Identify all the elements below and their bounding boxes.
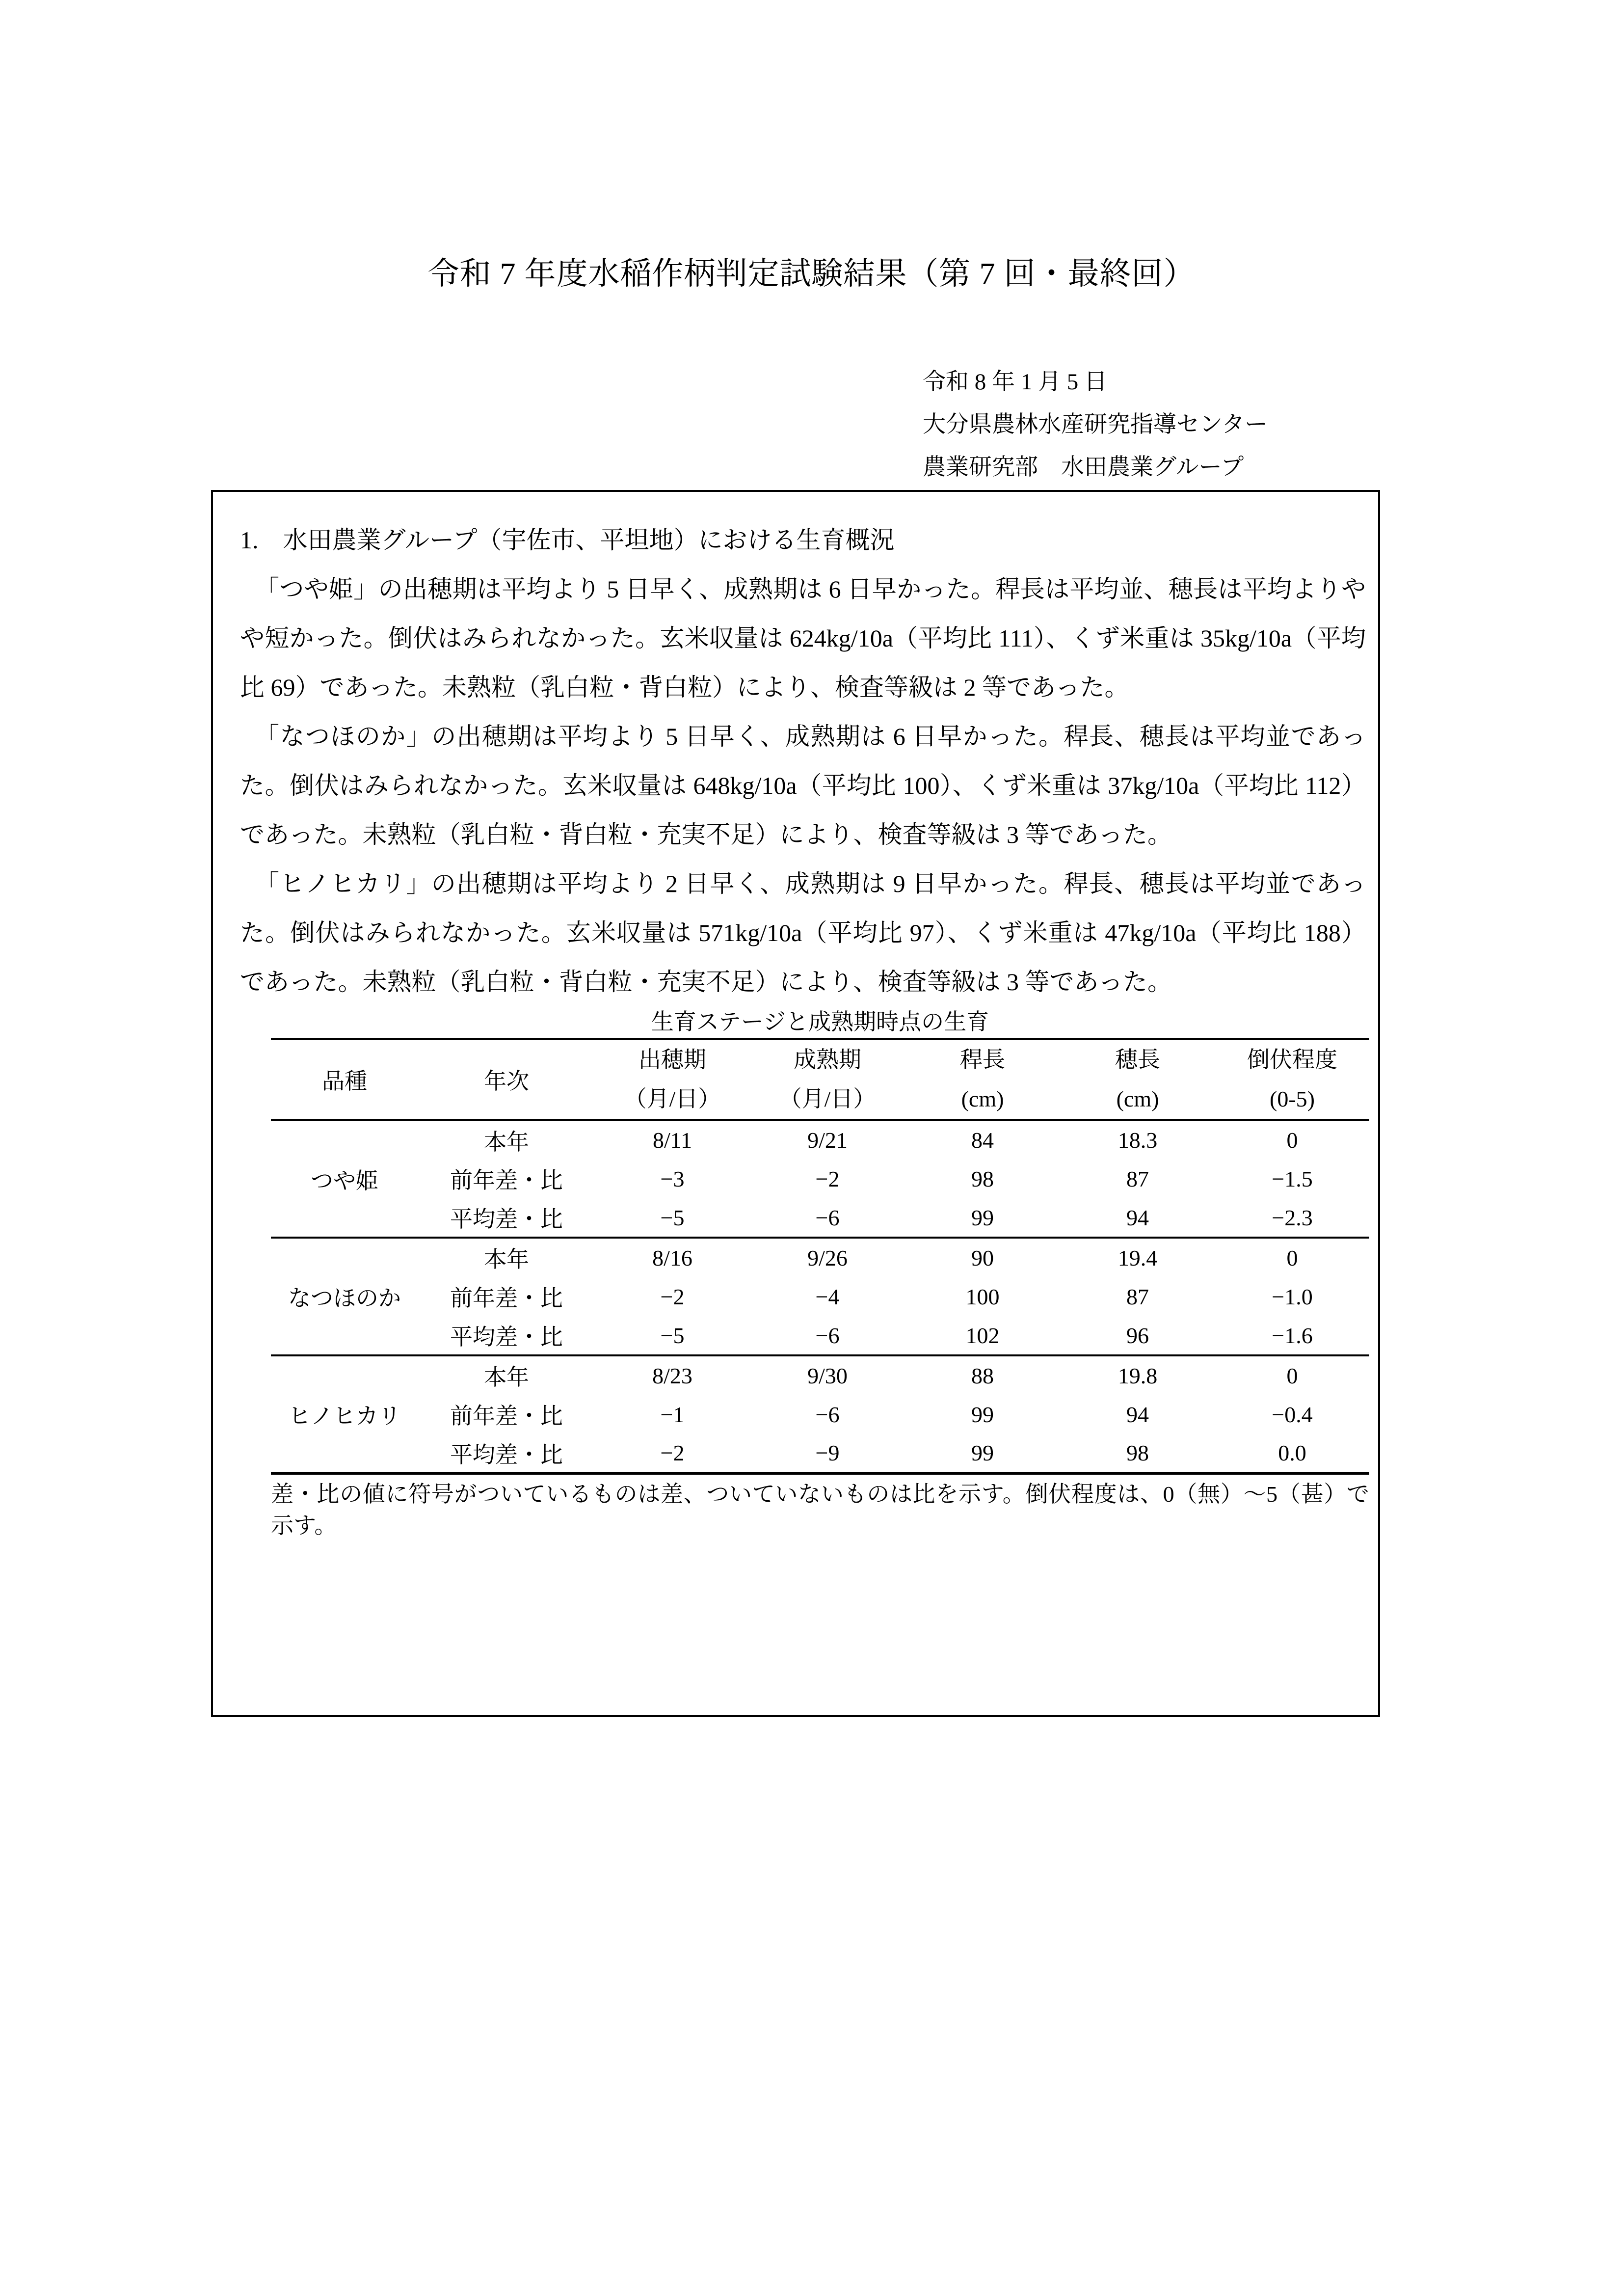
- variety-name: なつほのか: [271, 1238, 418, 1355]
- table-header-row: [271, 1039, 1369, 1120]
- cell-value: 84: [971, 1128, 994, 1153]
- cell-value: 87: [1126, 1284, 1149, 1309]
- cell-value: −5: [660, 1323, 685, 1348]
- col-header-variety: 品種: [271, 1039, 418, 1120]
- cell-value: 100: [965, 1284, 1000, 1309]
- cell-value: 90: [905, 1238, 1060, 1277]
- cell-value: −3: [660, 1166, 685, 1191]
- table-row: [271, 1395, 1369, 1434]
- cell-value: 99: [971, 1440, 994, 1466]
- col-header-year: 年次: [418, 1039, 595, 1120]
- col-header-panicle-length: 穂長 (cm): [1060, 1039, 1215, 1120]
- table-row: [271, 1316, 1369, 1355]
- table-row: [271, 1120, 1369, 1159]
- table-row: [271, 1277, 1369, 1316]
- cell-value: 99: [971, 1205, 994, 1230]
- row-label: 前年差・比: [450, 1286, 563, 1311]
- section-heading: 1. 水田農業グループ（宇佐市、平坦地）における生育概況: [240, 526, 895, 554]
- row-label: 本年: [484, 1129, 529, 1155]
- variety-name: ヒノヒカリ: [271, 1355, 418, 1473]
- cell-value: −0.4: [1272, 1402, 1313, 1427]
- cell-value: −2: [660, 1284, 685, 1309]
- paragraph-hinohikari: 「ヒノヒカリ」の出穂期は平均より 2 日早く、成熟期は 9 日早かった。稈長、穂長は平均並であった。倒伏はみられなかった。玄米収量は 571kg/10a（平均比 97）、くず米重は 47kg/10a（平均比 188）であった。未熟粒（乳白粒・背白粒・充実不足）により、検査等級は 3 等であった。: [240, 869, 1366, 996]
- cell-value: 18.3: [1117, 1128, 1158, 1153]
- table-row: [271, 1355, 1369, 1395]
- organization-name: 大分県農林水産研究指導センター: [923, 411, 1268, 437]
- cell-value: −1.6: [1272, 1323, 1313, 1348]
- variety-name: つや姫: [311, 1168, 378, 1193]
- cell-value: −1.0: [1272, 1284, 1313, 1309]
- page-title: 令和 7 年度水稲作柄判定試験結果（第 7 回・最終回）: [427, 256, 1196, 291]
- cell-value: 88: [905, 1355, 1060, 1395]
- paragraph-tsuyahime: 「つや姫」の出穂期は平均より 5 日早く、成熟期は 6 日早かった。稈長は平均並、穂長は平均よりやや短かった。倒伏はみられなかった。玄米収量は 624kg/10a（平均比 111）、くず米重は 35kg/10a（平均比 69）であった。未熟粒（乳白粒・背白粒）により、検査等級は 2 等であった。: [240, 575, 1366, 701]
- row-label: 前年差・比: [450, 1404, 563, 1429]
- paragraph-natsuhonoka: 「なつほのか」の出穂期は平均より 5 日早く、成熟期は 6 日早かった。稈長、穂長は平均並であった。倒伏はみられなかった。玄米収量は 648kg/10a（平均比 100）、くず米重は 37kg/10a（平均比 112）であった。未熟粒（乳白粒・背白粒・充実不足）により、検査等級は 3 等であった。: [240, 722, 1366, 848]
- cell-value: −9: [815, 1440, 840, 1466]
- date-org-block: [923, 361, 1623, 489]
- row-label: 前年差・比: [450, 1168, 563, 1193]
- table-row: [271, 1198, 1369, 1238]
- col-header-maturity-date: 成熟期 （月/日）: [750, 1039, 905, 1120]
- growth-stage-table: [271, 1038, 1369, 1475]
- cell-value: −1.5: [1272, 1166, 1313, 1191]
- cell-value: 8/11: [652, 1128, 692, 1153]
- cell-value: 96: [1126, 1323, 1149, 1348]
- cell-value: −1: [660, 1402, 685, 1427]
- row-label: 本年: [418, 1355, 595, 1395]
- cell-value: −2: [815, 1166, 840, 1191]
- cell-value: 99: [971, 1402, 994, 1427]
- table-row: [271, 1434, 1369, 1473]
- cell-value: −6: [815, 1205, 840, 1230]
- table-caption: 生育ステージと成熟期時点の生育: [651, 1009, 989, 1034]
- cell-value: 102: [965, 1323, 1000, 1348]
- cell-value: 19.8: [1060, 1355, 1215, 1395]
- cell-value: −5: [660, 1205, 685, 1230]
- department-name: 農業研究部 水田農業グループ: [923, 454, 1244, 480]
- cell-value: 0.0: [1278, 1440, 1306, 1466]
- cell-value: 0: [1286, 1128, 1298, 1153]
- table-row: [271, 1159, 1369, 1198]
- cell-value: 9/21: [807, 1128, 848, 1153]
- cell-value: −6: [815, 1402, 840, 1427]
- row-label: 本年: [418, 1238, 595, 1277]
- row-label: 平均差・比: [450, 1324, 563, 1350]
- cell-value: −2: [660, 1440, 685, 1466]
- cell-value: 94: [1126, 1402, 1149, 1427]
- cell-value: 19.4: [1060, 1238, 1215, 1277]
- cell-value: 87: [1126, 1166, 1149, 1191]
- cell-value: 8/16: [595, 1238, 750, 1277]
- cell-value: 9/30: [750, 1355, 905, 1395]
- cell-value: 0: [1215, 1238, 1369, 1277]
- cell-value: 98: [1126, 1440, 1149, 1466]
- cell-value: −6: [815, 1323, 840, 1348]
- row-label: 平均差・比: [450, 1207, 563, 1232]
- cell-value: 98: [971, 1166, 994, 1191]
- cell-value: 94: [1126, 1205, 1149, 1230]
- col-header-lodging: 倒伏程度 (0-5): [1215, 1039, 1369, 1120]
- table-footnote: 差・比の値に符号がついているものは差、ついていないものは比を示す。倒伏程度は、0（無）～5（甚）で示す。: [271, 1482, 1369, 1539]
- cell-value: 0: [1215, 1355, 1369, 1395]
- cell-value: 9/26: [750, 1238, 905, 1277]
- report-outline-box: [211, 490, 1380, 1717]
- cell-value: −4: [815, 1284, 840, 1309]
- cell-value: −2.3: [1272, 1205, 1313, 1230]
- col-header-heading-date: 出穂期 （月/日）: [595, 1039, 750, 1120]
- cell-value: 8/23: [595, 1355, 750, 1395]
- row-label: 平均差・比: [450, 1442, 563, 1467]
- table-row: [271, 1238, 1369, 1277]
- issue-date: 令和 8 年 1 月 5 日: [923, 369, 1107, 395]
- col-header-culm-length: 稈長 (cm): [905, 1039, 1060, 1120]
